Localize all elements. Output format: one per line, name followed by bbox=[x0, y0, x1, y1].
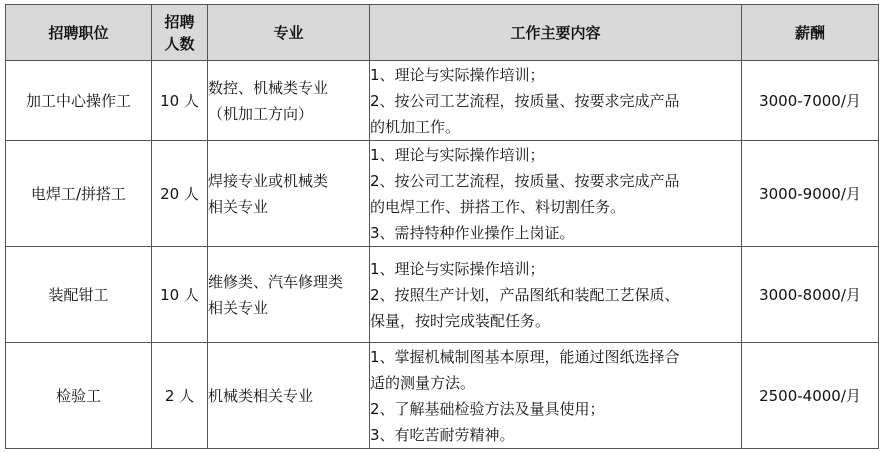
major-line: 相关专业 bbox=[208, 298, 269, 317]
major-line: 数控、机械类专业 bbox=[208, 78, 329, 97]
header-salary: 薪酬 bbox=[742, 5, 879, 61]
major-cell bbox=[208, 247, 370, 343]
count-cell: 2 人 bbox=[152, 343, 208, 449]
header-count-line2: 人数 bbox=[164, 34, 195, 53]
duties-cell bbox=[370, 141, 742, 247]
header-count bbox=[152, 5, 208, 61]
recruitment-table bbox=[5, 4, 879, 449]
major-line: 维修类、汽车修理类 bbox=[208, 272, 344, 291]
duty-line: 的电焊工作、拼搭工作、料切割任务。 bbox=[370, 197, 626, 216]
duty-line: 2、了解基础检验方法及量具使用； bbox=[370, 399, 605, 418]
salary-cell: 2500-4000/月 bbox=[742, 343, 879, 449]
major-cell bbox=[208, 61, 370, 141]
position-cell: 检验工 bbox=[6, 343, 152, 449]
duty-line: 2、按照生产计划，产品图纸和装配工艺保质、 bbox=[370, 285, 680, 304]
duty-line: 2、按公司工艺流程，按质量、按要求完成产品 bbox=[370, 171, 680, 190]
header-count-line1: 招聘 bbox=[164, 12, 195, 31]
duties-cell bbox=[370, 247, 742, 343]
count-cell: 10 人 bbox=[152, 61, 208, 141]
major-cell bbox=[208, 343, 370, 449]
position-cell: 加工中心操作工 bbox=[6, 61, 152, 141]
table-row bbox=[6, 141, 879, 247]
major-line: （机加工方向） bbox=[208, 104, 314, 123]
duties-cell bbox=[370, 61, 742, 141]
position-cell: 电焊工/拼搭工 bbox=[6, 141, 152, 247]
major-line: 焊接专业或机械类 bbox=[208, 171, 329, 190]
header-position: 招聘职位 bbox=[6, 5, 152, 61]
major-line: 机械类相关专业 bbox=[208, 386, 314, 405]
count-cell: 20 人 bbox=[152, 141, 208, 247]
major-line: 相关专业 bbox=[208, 197, 269, 216]
count-cell: 10 人 bbox=[152, 247, 208, 343]
duty-line: 适的测量方法。 bbox=[370, 373, 476, 392]
position-cell: 装配钳工 bbox=[6, 247, 152, 343]
duty-line: 保量，按时完成装配任务。 bbox=[370, 311, 551, 330]
header-row bbox=[6, 5, 879, 61]
duty-line: 2、按公司工艺流程，按质量、按要求完成产品 bbox=[370, 91, 680, 110]
salary-cell: 3000-9000/月 bbox=[742, 141, 879, 247]
duties-cell bbox=[370, 343, 742, 449]
table-row bbox=[6, 343, 879, 449]
header-major: 专业 bbox=[208, 5, 370, 61]
table-row bbox=[6, 247, 879, 343]
duty-line: 3、需持特种作业操作上岗证。 bbox=[370, 223, 575, 242]
duty-line: 1、理论与实际操作培训； bbox=[370, 259, 545, 278]
salary-cell: 3000-8000/月 bbox=[742, 247, 879, 343]
header-duties: 工作主要内容 bbox=[370, 5, 742, 61]
duty-line: 3、有吃苦耐劳精神。 bbox=[370, 425, 515, 444]
salary-cell: 3000-7000/月 bbox=[742, 61, 879, 141]
table-row bbox=[6, 61, 879, 141]
duty-line: 1、理论与实际操作培训； bbox=[370, 145, 545, 164]
duty-line: 的机加工作。 bbox=[370, 117, 461, 136]
duty-line: 1、理论与实际操作培训； bbox=[370, 65, 545, 84]
duty-line: 1、掌握机械制图基本原理，能通过图纸选择合 bbox=[370, 347, 680, 366]
major-cell bbox=[208, 141, 370, 247]
